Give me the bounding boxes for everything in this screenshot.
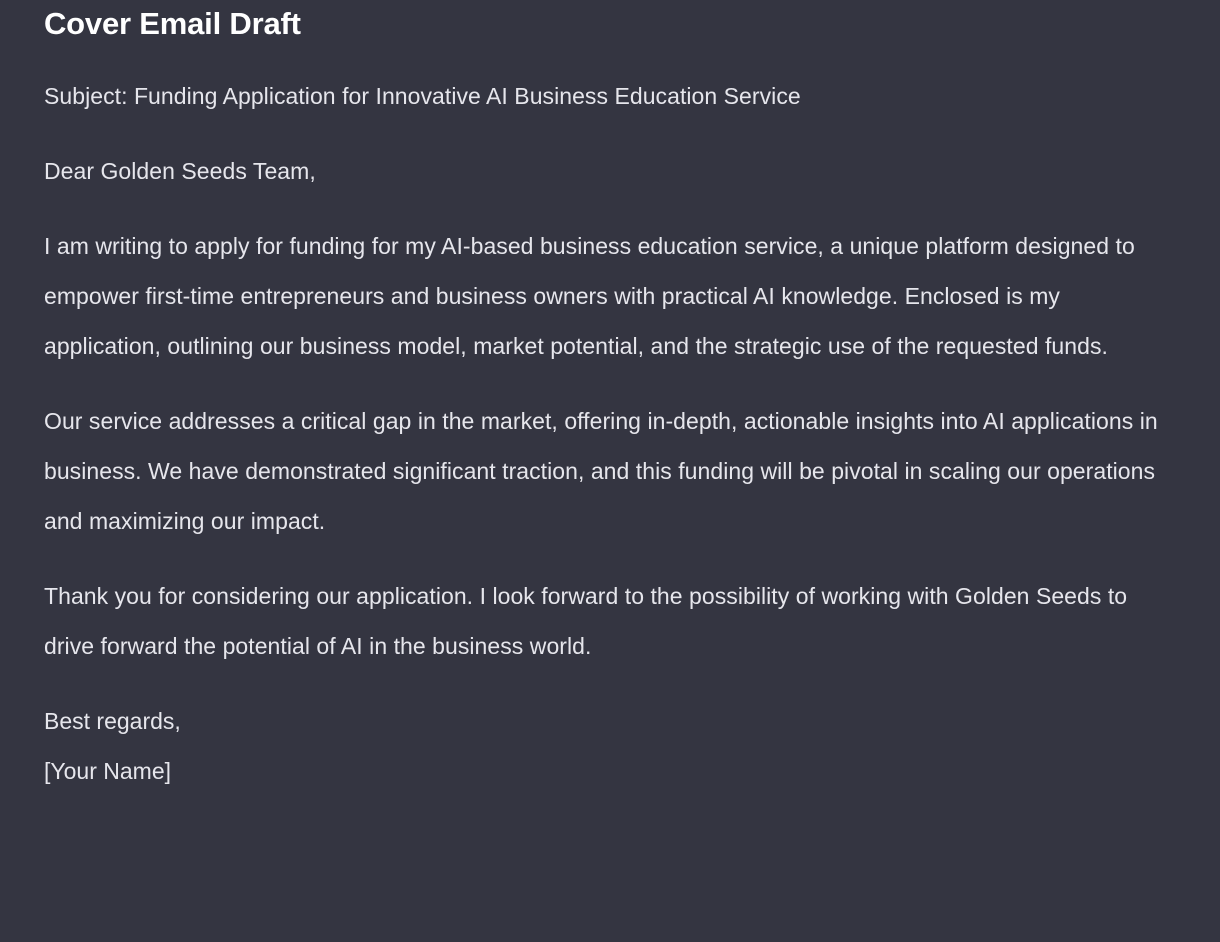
email-subject-line: Subject: Funding Application for Innovative AI Business Education Service (44, 83, 801, 109)
email-closing: Best regards, (44, 708, 181, 734)
email-salutation: Dear Golden Seeds Team, (44, 158, 316, 184)
email-signoff-block (44, 671, 1176, 796)
email-body-paragraph-2: Our service addresses a critical gap in the market, offering in-depth, actionable insights into AI applications in business. We have demonstrated significant traction, and this funding will be pivotal in scaling our operations and maximizing our impact. (44, 408, 1158, 534)
page-title: Cover Email Draft (44, 6, 301, 41)
email-body-paragraph-1: I am writing to apply for funding for my AI-based business education service, a unique platform designed to empower first-time entrepreneurs and business owners with practical AI knowledge. Enclosed is my application, outlining our business model, market potential, and the strategic use of the requested funds. (44, 233, 1135, 359)
email-body-paragraph-3: Thank you for considering our application. I look forward to the possibility of working with Golden Seeds to drive forward the potential of AI in the business world. (44, 583, 1128, 659)
email-signature: [Your Name] (44, 758, 171, 784)
